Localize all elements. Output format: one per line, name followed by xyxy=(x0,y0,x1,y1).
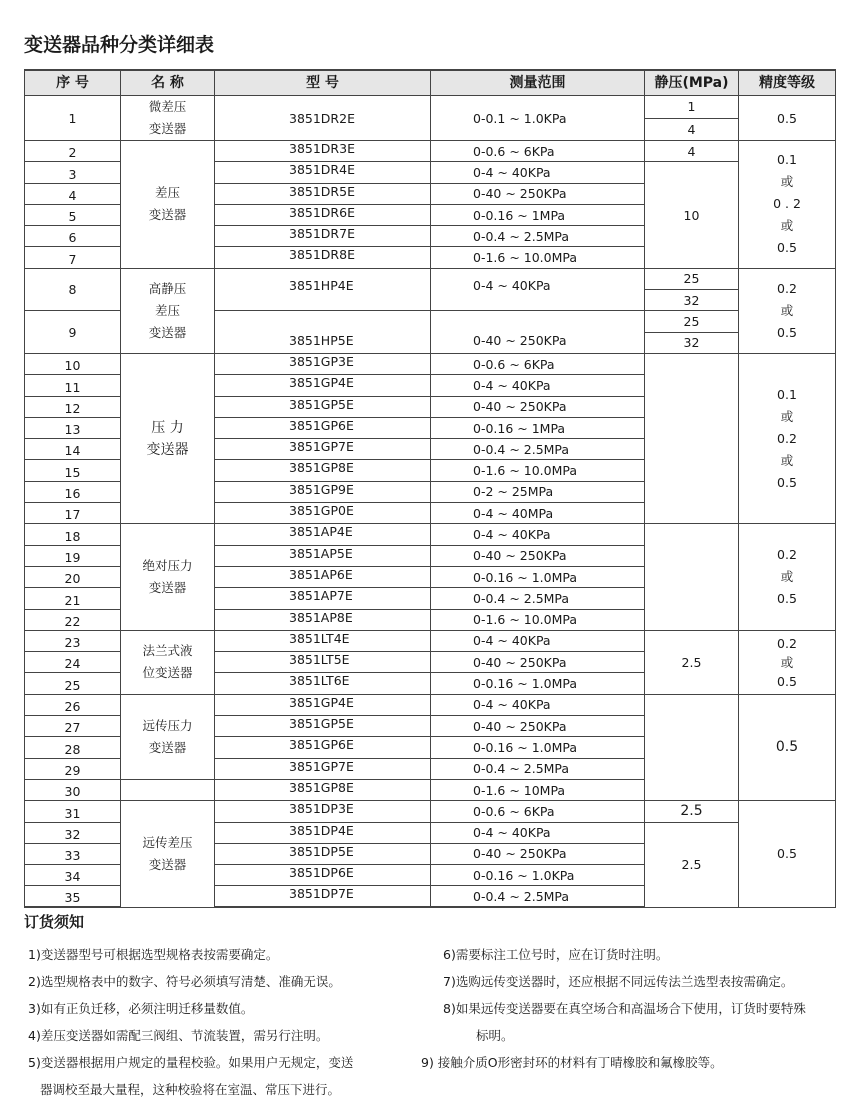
seq-cell: 19 xyxy=(25,545,121,566)
range-cell: 0-4 ~ 40KPa xyxy=(431,822,645,843)
seq-cell: 2 xyxy=(25,141,121,162)
range-cell: 0-4 ~ 40KPa xyxy=(431,162,645,183)
range-cell: 0-1.6 ~ 10.0MPa xyxy=(431,460,645,481)
range-cell: 0-0.16 ~ 1.0MPa xyxy=(431,566,645,587)
seq-cell: 31 xyxy=(25,801,121,822)
name-cell: 远传差压 变送器 xyxy=(121,801,215,907)
header-seq: 序 号 xyxy=(25,70,121,96)
seq-cell: 10 xyxy=(25,353,121,374)
note-6: 6)需要标注工位号时，应在订货时注明。 xyxy=(443,947,669,962)
name-cell: 差压 变送器 xyxy=(121,141,215,269)
range-cell: 0-0.6 ~ 6KPa xyxy=(431,141,645,162)
seq-cell: 35 xyxy=(25,886,121,907)
range-cell: 0-0.4 ~ 2.5MPa xyxy=(431,886,645,907)
model-cell: 3851GP8E xyxy=(215,779,431,800)
spec-table-container xyxy=(24,69,835,908)
seq-cell: 12 xyxy=(25,396,121,417)
range-cell: 0-0.4 ~ 2.5MPa xyxy=(431,439,645,460)
seq-cell: 18 xyxy=(25,524,121,545)
range-cell: 0-0.4 ~ 2.5MPa xyxy=(431,588,645,609)
note-5-line-2: 器调校至最大量程，这种校验将在室温、常压下进行。 xyxy=(40,1082,341,1097)
table-row xyxy=(25,524,836,545)
table-row xyxy=(25,801,836,822)
model-cell: 3851GP8E xyxy=(215,460,431,481)
seq-cell: 29 xyxy=(25,758,121,779)
model-cell: 3851AP4E xyxy=(215,524,431,545)
range-cell: 0-0.6 ~ 6KPa xyxy=(431,353,645,374)
name-cell xyxy=(121,779,215,800)
range-cell: 0-0.16 ~ 1MPa xyxy=(431,204,645,225)
model-cell: 3851GP0E xyxy=(215,503,431,524)
seq-cell: 5 xyxy=(25,204,121,225)
page-title: 变送器品种分类详细表 xyxy=(24,34,215,56)
header-name: 名 称 xyxy=(121,70,215,96)
model-cell: 3851GP4E xyxy=(215,694,431,715)
table-row xyxy=(25,694,836,715)
header-static: 静压(MPa) xyxy=(645,70,739,96)
static-cell xyxy=(645,353,739,523)
model-cell: 3851AP8E xyxy=(215,609,431,630)
range-cell: 0-40 ~ 250KPa xyxy=(431,843,645,864)
model-cell: 3851DP3E xyxy=(215,801,431,822)
model-cell: 3851LT6E xyxy=(215,673,431,694)
note-3: 3)如有正负迁移，必须注明迁移量数值。 xyxy=(28,1001,254,1016)
model-cell: 3851GP9E xyxy=(215,481,431,502)
note-2: 2)选型规格表中的数字、符号必须填写清楚、准确无误。 xyxy=(28,974,341,989)
model-cell: 3851DR4E xyxy=(215,162,431,183)
spec-table xyxy=(24,69,836,908)
name-cell: 压 力 变送器 xyxy=(121,353,215,523)
range-cell: 0-4 ~ 40KPa xyxy=(431,375,645,396)
table-row xyxy=(25,141,836,162)
range-cell: 0-0.1 ~ 1.0KPa xyxy=(431,96,645,141)
range-cell: 0-4 ~ 40KPa xyxy=(431,694,645,715)
name-cell: 远传压力 变送器 xyxy=(121,694,215,779)
name-cell: 绝对压力 变送器 xyxy=(121,524,215,630)
seq-cell: 21 xyxy=(25,588,121,609)
model-cell: 3851LT5E xyxy=(215,652,431,673)
range-cell: 0-4 ~ 40KPa xyxy=(431,268,645,311)
static-cell: 4 xyxy=(645,118,739,141)
header-range: 测量范围 xyxy=(431,70,645,96)
note-8-line-2: 标明。 xyxy=(476,1028,514,1043)
header-model: 型 号 xyxy=(215,70,431,96)
static-cell: 25 xyxy=(645,268,739,289)
model-cell: 3851DR3E xyxy=(215,141,431,162)
seq-cell: 25 xyxy=(25,673,121,694)
accuracy-cell: 0.2 或 0.5 xyxy=(739,268,836,353)
range-cell: 0-0.4 ~ 2.5MPa xyxy=(431,758,645,779)
accuracy-cell: 0.5 xyxy=(739,96,836,141)
static-cell: 32 xyxy=(645,290,739,311)
model-cell: 3851GP6E xyxy=(215,737,431,758)
model-cell: 3851DR7E xyxy=(215,226,431,247)
range-cell: 0-1.6 ~ 10.0MPa xyxy=(431,247,645,268)
model-cell: 3851GP5E xyxy=(215,396,431,417)
model-cell: 3851AP6E xyxy=(215,566,431,587)
model-cell: 3851DP6E xyxy=(215,865,431,886)
static-cell: 2.5 xyxy=(645,630,739,694)
static-cell: 4 xyxy=(645,141,739,162)
accuracy-cell: 0.5 xyxy=(739,801,836,907)
seq-cell: 13 xyxy=(25,417,121,438)
table-row xyxy=(25,268,836,289)
note-9: 9) 接触介质O形密封环的材料有丁晴橡胶和氟橡胶等。 xyxy=(421,1055,723,1070)
accuracy-cell: 0.1 或 0.2 或 0.5 xyxy=(739,353,836,523)
accuracy-cell: 0.5 xyxy=(739,694,836,800)
seq-cell: 6 xyxy=(25,226,121,247)
seq-cell: 15 xyxy=(25,460,121,481)
range-cell: 0-40 ~ 250KPa xyxy=(431,545,645,566)
model-cell: 3851DP7E xyxy=(215,886,431,907)
name-cell: 微差压 变送器 xyxy=(121,96,215,141)
static-cell: 2.5 xyxy=(645,822,739,907)
seq-cell: 28 xyxy=(25,737,121,758)
seq-cell: 24 xyxy=(25,652,121,673)
model-cell: 3851GP5E xyxy=(215,716,431,737)
seq-cell: 1 xyxy=(25,96,121,141)
model-cell: 3851DR6E xyxy=(215,204,431,225)
seq-cell: 34 xyxy=(25,865,121,886)
range-cell: 0-2 ~ 25MPa xyxy=(431,481,645,502)
range-cell: 0-0.16 ~ 1MPa xyxy=(431,417,645,438)
header-accuracy: 精度等级 xyxy=(739,70,836,96)
range-cell: 0-40 ~ 250KPa xyxy=(431,183,645,204)
range-cell: 0-0.6 ~ 6KPa xyxy=(431,801,645,822)
range-cell: 0-0.16 ~ 1.0KPa xyxy=(431,865,645,886)
range-cell: 0-4 ~ 40KPa xyxy=(431,630,645,651)
accuracy-cell: 0.2 或 0.5 xyxy=(739,630,836,694)
range-cell: 0-1.6 ~ 10MPa xyxy=(431,779,645,800)
model-cell: 3851HP5E xyxy=(215,311,431,354)
static-cell: 2.5 xyxy=(645,801,739,822)
static-cell xyxy=(645,524,739,630)
static-cell: 1 xyxy=(645,96,739,119)
range-cell: 0-0.4 ~ 2.5MPa xyxy=(431,226,645,247)
static-cell: 10 xyxy=(645,162,739,268)
table-row xyxy=(25,353,836,374)
note-1: 1)变送器型号可根据选型规格表按需要确定。 xyxy=(28,947,279,962)
seq-cell: 3 xyxy=(25,162,121,183)
table-row xyxy=(25,630,836,651)
model-cell: 3851GP7E xyxy=(215,758,431,779)
model-cell: 3851DP5E xyxy=(215,843,431,864)
range-cell: 0-4 ~ 40KPa xyxy=(431,524,645,545)
model-cell: 3851GP4E xyxy=(215,375,431,396)
range-cell: 0-40 ~ 250KPa xyxy=(431,311,645,354)
static-cell: 32 xyxy=(645,332,739,353)
range-cell: 0-4 ~ 40MPa xyxy=(431,503,645,524)
name-cell: 高静压 差压 变送器 xyxy=(121,268,215,353)
note-4: 4)差压变送器如需配三阀组、节流装置，需另行注明。 xyxy=(28,1028,329,1043)
seq-cell: 17 xyxy=(25,503,121,524)
table-row xyxy=(25,96,836,119)
model-cell: 3851GP7E xyxy=(215,439,431,460)
range-cell: 0-0.16 ~ 1.0MPa xyxy=(431,673,645,694)
seq-cell: 20 xyxy=(25,566,121,587)
model-cell: 3851HP4E xyxy=(215,268,431,311)
model-cell: 3851GP3E xyxy=(215,353,431,374)
model-cell: 3851LT4E xyxy=(215,630,431,651)
seq-cell: 33 xyxy=(25,843,121,864)
seq-cell: 11 xyxy=(25,375,121,396)
seq-cell: 30 xyxy=(25,779,121,800)
header-row xyxy=(25,70,836,96)
note-7: 7)选购远传变送器时，还应根据不同远传法兰选型表按需确定。 xyxy=(443,974,794,989)
note-5-line-1: 5)变送器根据用户规定的量程校验。如果用户无规定，变送 xyxy=(28,1055,354,1070)
accuracy-cell: 0.1 或 0 . 2 或 0.5 xyxy=(739,141,836,269)
seq-cell: 32 xyxy=(25,822,121,843)
seq-cell: 7 xyxy=(25,247,121,268)
seq-cell: 9 xyxy=(25,311,121,354)
model-cell: 3851DR5E xyxy=(215,183,431,204)
seq-cell: 14 xyxy=(25,439,121,460)
model-cell: 3851DR2E xyxy=(215,96,431,141)
seq-cell: 8 xyxy=(25,268,121,311)
range-cell: 0-40 ~ 250KPa xyxy=(431,716,645,737)
range-cell: 0-1.6 ~ 10.0MPa xyxy=(431,609,645,630)
static-cell xyxy=(645,694,739,800)
note-8-line-1: 8)如果远传变送器要在真空场合和高温场合下使用，订货时要特殊 xyxy=(443,1001,806,1016)
range-cell: 0-40 ~ 250KPa xyxy=(431,652,645,673)
model-cell: 3851GP6E xyxy=(215,417,431,438)
seq-cell: 16 xyxy=(25,481,121,502)
seq-cell: 4 xyxy=(25,183,121,204)
seq-cell: 26 xyxy=(25,694,121,715)
range-cell: 0-40 ~ 250KPa xyxy=(431,396,645,417)
range-cell: 0-0.16 ~ 1.0MPa xyxy=(431,737,645,758)
seq-cell: 22 xyxy=(25,609,121,630)
model-cell: 3851DR8E xyxy=(215,247,431,268)
static-cell: 25 xyxy=(645,311,739,332)
seq-cell: 27 xyxy=(25,716,121,737)
name-cell: 法兰式液 位变送器 xyxy=(121,630,215,694)
notes-title: 订货须知 xyxy=(24,913,85,931)
model-cell: 3851AP5E xyxy=(215,545,431,566)
model-cell: 3851AP7E xyxy=(215,588,431,609)
seq-cell: 23 xyxy=(25,630,121,651)
model-cell: 3851DP4E xyxy=(215,822,431,843)
accuracy-cell: 0.2 或 0.5 xyxy=(739,524,836,630)
